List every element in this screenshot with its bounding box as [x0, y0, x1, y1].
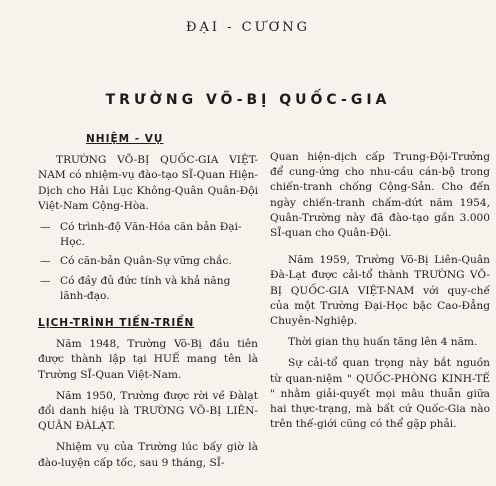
page-title: TRƯỜNG VÕ-BỊ QUỐC-GIA	[105, 92, 391, 108]
mission-heading: NHIỆM - VỤ	[86, 133, 164, 145]
mission-item: — Có đầy đủ đức tính và khả năng lãnh-đạo.	[38, 274, 258, 304]
mission-list	[38, 220, 258, 304]
history-paragraph: Năm 1950, Trường được rời về Đàlạt đổi danh hiệu là TRƯỜNG VÕ-BỊ LIÊN-QUÂN ĐÀLẠT.	[38, 389, 258, 433]
page-header: ĐẠI - CƯƠNG	[186, 20, 310, 35]
history-paragraph: Năm 1948, Trường Võ-Bị đầu tiên được thành lập tại HUẾ mang tên là Trường SĨ-Quan Việt-Nam.	[38, 338, 258, 381]
right-paragraph: Quan hiện-dịch cấp Trung-Đội-Trưởng để cung-ứng cho nhu-cầu cán-bộ trong chiến-tranh chống Cộng-Sản. Cho đến ngày chiến-tranh chấm-dứt năm 1954, Quân-Trường này đã đào-tạo gần 3.000 SĨ-quan cho Quân-Đội.	[270, 151, 490, 240]
history-heading: LỊCH-TRÌNH TIẾN-TRIỂN	[38, 317, 195, 330]
mission-item: — Có trình-độ Văn-Hóa căn bản Đại-Học.	[38, 220, 258, 250]
mission-text: TRƯỜNG VÕ-BỊ QUỐC-GIA VIỆT-NAM có nhiệm-vụ đào-tạo SĨ-Quan Hiện-Dịch cho Hải Lục Không-Quân Quân-Đội Việt-Nam Cộng-Hòa.	[38, 154, 258, 212]
right-paragraph: Sự cải-tổ quan trọng này bắt nguồn từ quan-niệm " QUỐC-PHÒNG KINH-TẾ " nhằm giải-quyết mọi mâu thuẫn giữa hai thực-trạng, mà bất cứ Quốc-Gia nào trên thế-giới cũng có thể gặp phải.	[270, 357, 490, 431]
history-paragraph: Nhiệm vụ của Trường lúc bấy giờ là đào-luyện cấp tốc, sau 9 tháng, SĨ-	[38, 441, 258, 469]
left-column	[38, 132, 258, 477]
mission-item: — Có căn-bản Quân-Sự vững chắc.	[38, 254, 258, 269]
right-paragraph: Thời gian thụ huấn tăng lên 4 năm.	[288, 336, 478, 349]
right-column	[270, 150, 490, 438]
right-paragraph: Năm 1959, Trường Võ-Bị Liên-Quân Đà-Lạt được cải-tổ thành TRƯỜNG VÕ-BỊ QUỐC-GIA VIỆT-NAM với quy-chế của một Trường Đại-Học bậc Cao-Đẳng Chuyên-Nghiệp.	[270, 254, 490, 328]
